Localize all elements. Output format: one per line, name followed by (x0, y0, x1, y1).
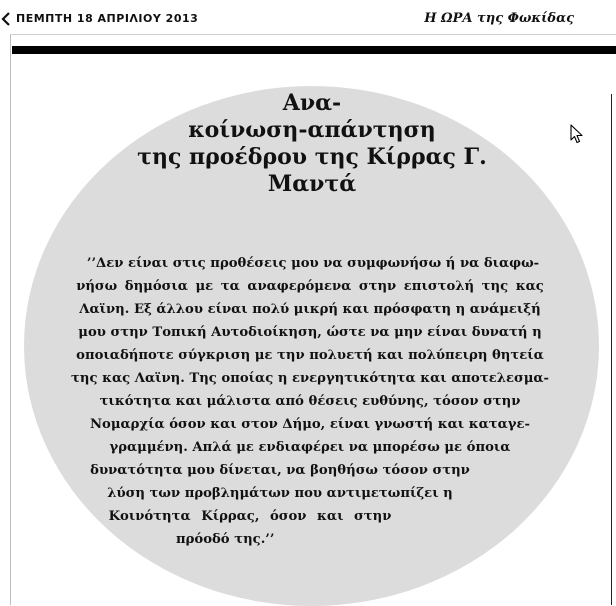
body-line: Λαϊνη. Εξ άλλου είναι πολύ μικρή και πρόσφατη η ανάμειξή (79, 302, 541, 317)
body-line: ’’Δεν είναι στις προθέσεις μου να συμφωνήσω ή να διαφω- (86, 256, 540, 271)
back-button[interactable] (0, 10, 12, 28)
body-line: μου στην Τοπική Αυτοδιοίκηση, ώστε να μην είναι δυνατή η (78, 325, 542, 340)
chevron-left-icon (1, 12, 11, 26)
body-line: Κοινότητα Κίρρας, όσον και στην (108, 509, 392, 524)
body-line: δυνατότητα μου δίνεται, να βοηθήσω τόσον στην (90, 463, 470, 478)
header-rule (12, 46, 616, 54)
body-line: τικότητα και μάλιστα από θέσεις ευθύνης, τόσον στην (99, 394, 521, 409)
issue-date: ΠΕΜΠΤΗ 18 ΑΠΡΙΛΙΟΥ 2013 (16, 12, 199, 25)
mouse-pointer-icon (570, 124, 584, 144)
body-line: λύση των προβλημάτων που αντιμετωπίζει η (107, 486, 453, 501)
title-line: κοίνωση-απάντηση (188, 117, 436, 143)
title-line: Ανα- (282, 90, 342, 116)
body-line: νήσω δημόσια με τα αναφερόμενα στην επιστολή της κας (76, 279, 544, 294)
article-body (30, 252, 590, 551)
article-title (100, 90, 524, 198)
body-line: της κας Λαϊνη. Της οποίας η ενεργητικότητα και αποτελεσμα- (70, 371, 550, 386)
title-line: Μαντά (267, 171, 357, 197)
page-edge-left (10, 34, 11, 605)
body-line: οποιαδήποτε σύγκριση με την πολυετή και πολύπειρη θητεία (76, 348, 544, 363)
body-line: Νομαρχία όσον και στον Δήμο, είναι γνωστή και καταγε- (90, 417, 530, 432)
body-line: γραμμένη. Απλά με ενδιαφέρει να μπορέσω με όποια (109, 440, 511, 455)
title-line: της προέδρου της Κίρρας Γ. (137, 144, 487, 170)
body-line: πρόοδό της.’’ (176, 532, 275, 547)
newspaper-name: Η ΩΡΑ της Φωκίδας (424, 11, 574, 26)
page-edge-top (10, 34, 616, 35)
adjacent-column-border (611, 94, 616, 605)
